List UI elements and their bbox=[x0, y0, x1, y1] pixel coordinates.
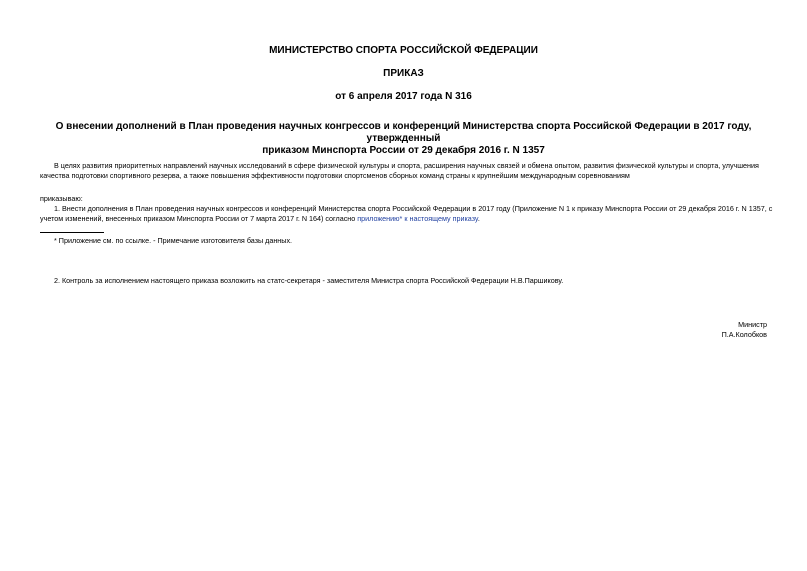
preamble-line-1: В целях развития приоритетных направлений научных исследований в сфере физической культуры и спорта, расширения научных связей и обмена опытом, развития физической культуры и спорта, улучшения bbox=[54, 161, 759, 170]
footnote-divider bbox=[40, 232, 104, 233]
document-title-line-1: О внесении дополнений в План проведения научных конгрессов и конференций Министерства спорта Российской Федерации в 2017 году, утвержденный bbox=[55, 121, 752, 144]
appendix-link[interactable]: приложению* к настоящему приказу bbox=[357, 214, 478, 223]
ministry-heading: МИНИСТЕРСТВО СПОРТА РОССИЙСКОЙ ФЕДЕРАЦИИ bbox=[269, 45, 538, 56]
item-1-line-2-suffix: . bbox=[477, 214, 480, 223]
signatory-position: Министр bbox=[738, 320, 767, 329]
item-2: 2. Контроль за исполнением настоящего приказа возложить на статс-секретаря - заместителя Министра спорта Российской Федерации Н.В.Паршикову. bbox=[54, 276, 564, 285]
order-heading: ПРИКАЗ bbox=[383, 68, 424, 79]
signatory-name: П.А.Колобков bbox=[721, 330, 767, 339]
order-date: от 6 апреля 2017 года N 316 bbox=[335, 91, 472, 102]
item-1-line-2 bbox=[40, 213, 480, 224]
document-title bbox=[40, 121, 767, 157]
footnote: * Приложение см. по ссылке. - Примечание изготовителя базы данных. bbox=[54, 236, 293, 245]
preamble-line-2: качества подготовки спортивного резерва, а также повышения эффективности подготовки спортсменов сборных команд страны к крупнейшим международным соревнованиям bbox=[40, 171, 630, 180]
order-verb: приказываю: bbox=[40, 194, 83, 203]
item-1-line-2-prefix: учетом изменений, внесенных приказом Минспорта России от 7 марта 2017 г. N 164) согласно bbox=[40, 214, 358, 223]
document-title-line-2: приказом Минспорта России от 29 декабря 2016 г. N 1357 bbox=[262, 145, 545, 156]
item-1-line-1: 1. Внести дополнения в План проведения научных конгрессов и конференций Министерства спорта Российской Федерации в 2017 году (Приложение N 1 к приказу Минспорта России от 29 декабря 2016 г. N 1357, с bbox=[54, 204, 773, 213]
